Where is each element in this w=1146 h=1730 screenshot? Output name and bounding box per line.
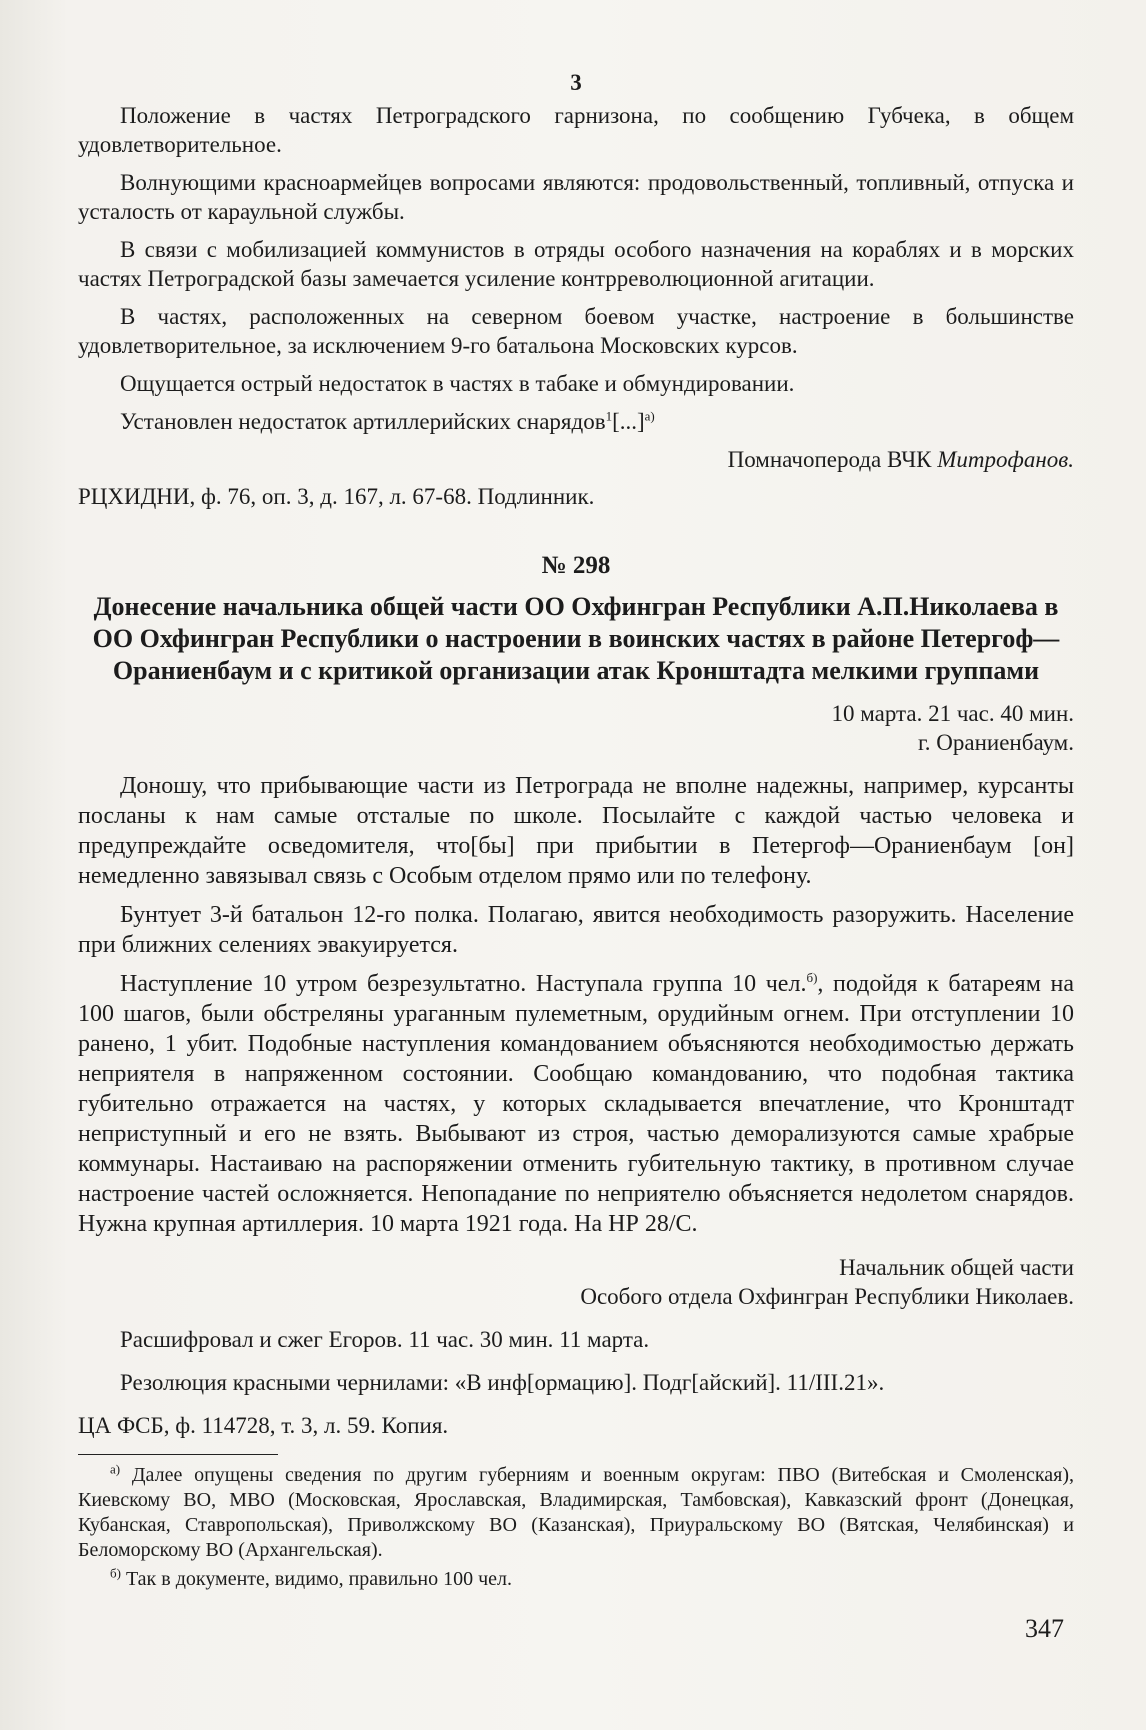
footnote-a xyxy=(78,1463,1074,1563)
doc-paragraph-3 xyxy=(78,969,1074,1239)
footnote-a-text: Далее опущены сведения по другим губерниям и военным округам: ПВО (Витебская и Смоленская), Киевскому ВО, МВО (Московская, Ярославская, Владимирская, Тамбовская), Кавказский фронт (Донецкая, Кубанская, Ставропольская), Приволжскому ВО (Казанская), Приуральскому ВО (Вятская, Челябинская) и Беломорскому ВО (Архангельская). xyxy=(78,1464,1074,1561)
footnote-b xyxy=(78,1567,1074,1592)
prev-signature-name: Митрофанов. xyxy=(937,447,1074,472)
decoded-note: Расшифровал и сжег Егоров. 11 час. 30 мин. 11 марта. xyxy=(120,1327,650,1352)
footnote-ref-1: 1 xyxy=(605,408,613,424)
signature-line-1: Начальник общей части xyxy=(839,1255,1074,1280)
prev-paragraph-6-text: Установлен недостаток артиллерийских снарядов xyxy=(120,409,606,434)
prev-signature xyxy=(78,445,1074,474)
page-number: 347 xyxy=(1025,1614,1064,1643)
signature-line-2: Особого отдела Охфингран Республики Николаев. xyxy=(580,1284,1074,1309)
prev-paragraph-5: Ощущается острый недостаток в частях в табаке и обмундировании. xyxy=(120,371,795,396)
prev-paragraph-2: Волнующими красноармейцев вопросами являются: продовольственный, топливный, отпуска и усталость от караульной службы. xyxy=(78,170,1074,224)
prev-paragraph-1: Положение в частях Петроградского гарнизона, по сообщению Губчека, в общем удовлетворительное. xyxy=(78,103,1074,157)
doc-place: г. Ораниенбаум. xyxy=(917,730,1074,755)
footnote-divider xyxy=(78,1454,278,1455)
prev-signature-title: Помначоперода ВЧК xyxy=(727,447,938,472)
prev-source: РЦХИДНИ, ф. 76, оп. 3, д. 167, л. 67-68. Подлинник. xyxy=(78,484,595,509)
footnote-a-mark: а) xyxy=(110,1461,121,1477)
resolution-note: Резолюция красными чернилами: «В инф[ормацию]. Подг[айский]. 11/III.21». xyxy=(120,1370,885,1395)
prev-doc-number: 3 xyxy=(570,70,582,95)
doc-paragraph-3-rest: , подойдя к батареям на 100 шагов, были обстреляны ураганным пулеметным, орудийным огнем. При отступлении 10 ранено, 1 убит. Подобные наступления командованием объясняются необходимостью держать неприятеля в напряженном состоянии. Сообщаю командованию, что подобная тактика губительно отражается на частях, у которых складывается впечатление, что Кронштадт неприступный и его не взять. Выбывают из строя, частью деморализуются самые храбрые коммунары. Настаиваю на распоряжении отменить губительную тактику, в противном случае настроение частей осложняется. Непопадание по неприятелю объясняется недолетом снарядов. Нужна крупная артиллерия. 10 марта 1921 года. На НР 28/С. xyxy=(78,971,1075,1237)
prev-paragraph-6 xyxy=(78,407,1074,436)
footnote-ref-b: б) xyxy=(806,970,818,985)
footnote-b-text: Так в документе, видимо, правильно 100 чел. xyxy=(120,1568,513,1590)
footnote-b-mark: б) xyxy=(110,1565,121,1581)
doc-date: 10 марта. 21 час. 40 мин. xyxy=(831,701,1074,726)
doc-paragraph-1: Доношу, что прибывающие части из Петрограда не вполне надежны, например, курсанты посланы к нам самые отсталые по школе. Посылайте с каждой частью человека и предупреждайте осведомителя, что[бы] при прибытии в Петергоф—Ораниенбаум [он] немедленно завязывал связь с Особым отделом прямо или по телефону. xyxy=(78,773,1074,889)
doc-source: ЦА ФСБ, ф. 114728, т. 3, л. 59. Копия. xyxy=(78,1413,449,1438)
prev-paragraph-3: В связи с мобилизацией коммунистов в отряды особого назначения на кораблях и в морских частях Петроградской базы замечается усиление контрреволюционной агитации. xyxy=(78,237,1074,291)
doc-paragraph-3-start: Наступление 10 утром безрезультатно. Наступала группа 10 чел. xyxy=(120,971,807,997)
doc-paragraph-2: Бунтует 3-й батальон 12-го полка. Полагаю, явится необходимость разоружить. Население при ближних селениях эвакуируется. xyxy=(78,902,1074,958)
doc-number: № 298 xyxy=(541,552,611,579)
prev-paragraph-4: В частях, расположенных на северном боевом участке, настроение в большинстве удовлетворительное, за исключением 9-го батальона Московских курсов. xyxy=(78,304,1074,358)
doc-body xyxy=(78,771,1074,1239)
doc-title: Донесение начальника общей части ОО Охфингран Республики А.П.Николаева в ОО Охфингран Республики о настроении в воинских частях в районе Петергоф—Ораниенбаум и с критикой организации атак Кронштадта мелкими группами xyxy=(92,592,1060,685)
footnote-ref-a: а) xyxy=(644,408,655,424)
omission-mark: [...] xyxy=(612,409,645,434)
page-content xyxy=(78,64,1074,1596)
